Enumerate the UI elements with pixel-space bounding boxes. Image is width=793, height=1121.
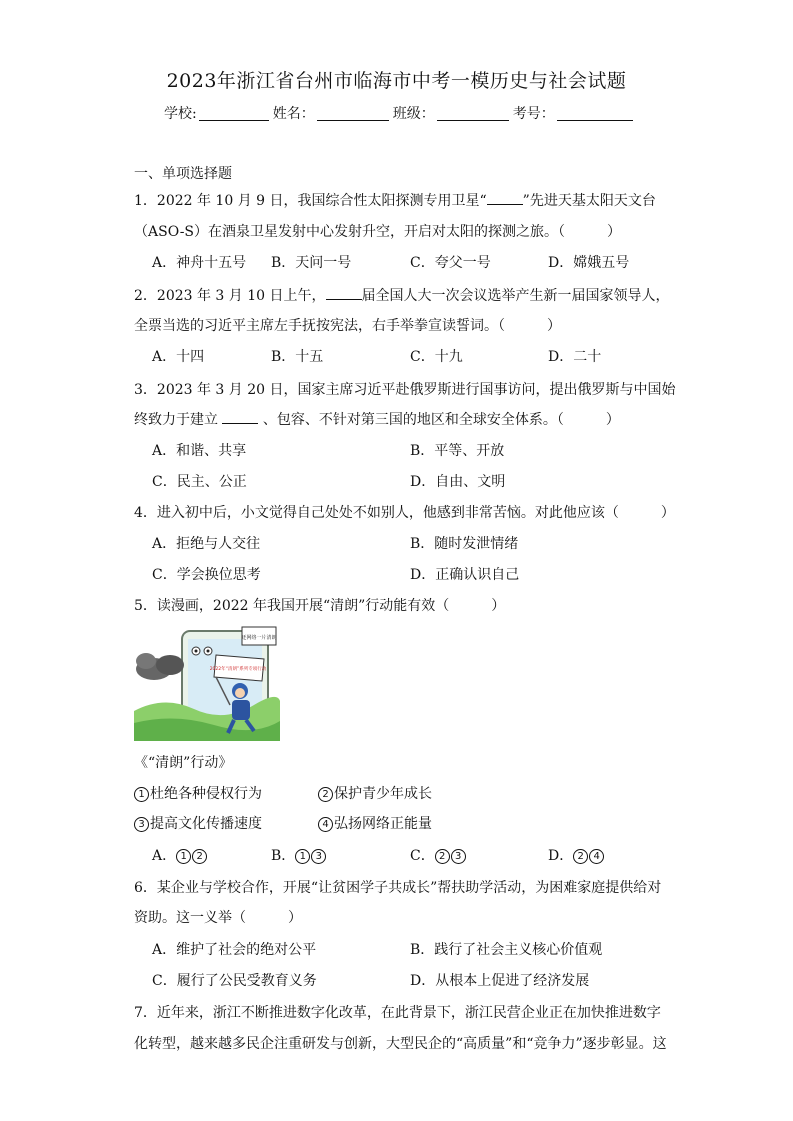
q3-line1: 3．2023 年 3 月 20 日，国家主席习近平赴俄罗斯进行国事访问，提出俄罗斯与中国始 [134,382,676,398]
circled-number: 3 [451,849,466,864]
option-letter: D． [548,848,574,864]
q5-option-b[interactable] [271,845,327,865]
q3-text-b: 、包容、不针对第三国的地区和全球安全体系。（ ） [262,412,620,428]
class-blank[interactable] [437,106,509,121]
cartoon-sign-text: 还网络一片清朗 [241,635,277,641]
q6-option-d[interactable]: D．从根本上促进了经济发展 [410,973,590,989]
q2-text-b: 届全国人大一次会议选举产生新一届国家领导人， [361,288,670,304]
q1-line2: （ASO-S）在酒泉卫星发射中心发射升空，开启对太阳的探测之旅。（ ） [134,224,622,240]
q5-item-3 [134,813,262,833]
option-letter: C． [410,848,435,864]
q2-text-a: 2．2023 年 3 月 10 日上午， [134,288,326,304]
option-letter: B． [271,848,296,864]
class-label: 班级： [392,106,435,122]
circled-number: 2 [573,849,588,864]
q3-option-c[interactable]: C．民主、公正 [152,474,247,490]
q2-line2: 全票当选的习近平主席左手抚按宪法，右手举拳宣读誓词。（ ） [134,318,561,334]
q4-option-a[interactable]: A．拒绝与人交往 [152,536,261,552]
q5-option-d[interactable] [548,845,605,865]
q4-option-b[interactable]: B．随时发泄情绪 [410,536,519,552]
circled-number: 3 [134,817,149,832]
q5-item-1 [134,783,262,803]
q4-option-d[interactable]: D．正确认识自己 [410,567,520,583]
q4-line1: 4．进入初中后，小文觉得自己处处不如别人，他感到非常苦恼。对此他应该（ ） [134,505,675,521]
q4-option-c[interactable]: C．学会换位思考 [152,567,261,583]
q1-text-b: ”先进天基太阳天文台 [522,193,656,209]
q5-item-4 [318,813,432,833]
q6-option-c[interactable]: C．履行了公民受教育义务 [152,973,317,989]
q5-item-text: 杜绝各种侵权行为 [150,786,262,802]
q5-option-c[interactable] [410,845,467,865]
circled-number: 4 [589,849,604,864]
name-blank[interactable] [317,106,389,121]
exam-no-label: 考号： [512,106,555,122]
q5-item-text: 弘扬网络正能量 [334,816,432,832]
q5-line1: 5．读漫画，2022 年我国开展“清朗”行动能有效（ ） [134,598,506,614]
q1-text-a: 1．2022 年 10 月 9 日，我国综合性太阳探测专用卫星“ [134,193,487,209]
circled-number: 1 [176,849,191,864]
q2-blank [326,287,362,300]
q7-line1: 7．近年来，浙江不断推进数字化改革，在此背景下，浙江民营企业正在加快推进数字 [134,1005,661,1021]
qinglang-cartoon [134,625,280,741]
q3-text-a: 终致力于建立 [134,412,218,428]
q6-option-b[interactable]: B．践行了社会主义核心价值观 [410,942,603,958]
student-info-row [164,103,637,123]
circled-number: 2 [192,849,207,864]
q1-option-d[interactable]: D．嫦娥五号 [548,255,630,271]
q5-item-text: 保护青少年成长 [334,786,432,802]
circled-number: 3 [311,849,326,864]
q2-option-a[interactable]: A．十四 [152,349,205,365]
q3-line2 [134,409,620,429]
q5-item-2 [318,783,432,803]
q5-caption: 《“清朗”行动》 [134,755,233,771]
q2-option-d[interactable]: D．二十 [548,349,602,365]
circled-number: 1 [134,787,149,802]
cartoon-banner-text: 2022年“清朗”系列专项行动 [209,667,267,672]
q6-line2: 资助。这一义举（ ） [134,910,302,926]
q3-option-b[interactable]: B．平等、开放 [410,443,505,459]
school-blank[interactable] [199,106,269,121]
q2-line1 [134,285,670,305]
circled-number: 4 [318,817,333,832]
circled-number: 2 [318,787,333,802]
q7-line2: 化转型，越来越多民企注重研发与创新，大型民企的“高质量”和“竞争力”逐步彰显。这 [134,1036,667,1052]
exam-title: 2023年浙江省台州市临海市中考一模历史与社会试题 [166,70,627,92]
q1-option-b[interactable]: B．天问一号 [271,255,352,271]
circled-number: 1 [295,849,310,864]
q1-option-c[interactable]: C．夸父一号 [410,255,491,271]
q6-option-a[interactable]: A．维护了社会的绝对公平 [152,942,317,958]
q3-option-a[interactable]: A．和谐、共享 [152,443,247,459]
q6-line1: 6．某企业与学校合作，开展“让贫困学子共成长”帮扶助学活动，为困难家庭提供给对 [134,880,662,896]
circled-number: 2 [435,849,450,864]
exam-no-blank[interactable] [557,106,633,121]
section-heading: 一、单项选择题 [134,166,232,182]
q1-line1 [134,190,656,210]
name-label: 姓名： [272,106,315,122]
school-label: 学校: [164,106,197,122]
q3-blank [222,411,258,424]
q3-option-d[interactable]: D．自由、文明 [410,474,506,490]
q2-option-c[interactable]: C．十九 [410,349,463,365]
q1-blank [487,192,523,205]
q5-item-text: 提高文化传播速度 [150,816,262,832]
q5-option-a[interactable] [152,845,208,865]
q2-option-b[interactable]: B．十五 [271,349,324,365]
option-letter: A． [152,848,177,864]
q1-option-a[interactable]: A．神舟十五号 [152,255,247,271]
